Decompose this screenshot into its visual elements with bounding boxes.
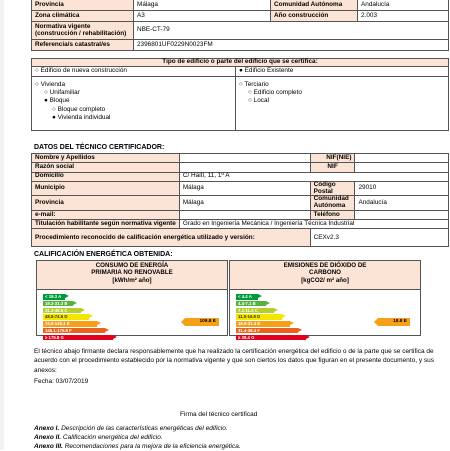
annex-2-title: Anexo II.: [34, 433, 62, 441]
signature-caption: Firma del técnico certificad: [180, 411, 258, 418]
co2-bar-e: 16.9-31.4 E: [236, 321, 290, 327]
option-local: ○ Local: [248, 97, 269, 105]
co2-emissions-header: [230, 261, 420, 290]
anio-value: 2.003: [358, 11, 449, 22]
domicilio-value: C/ Haití, 11, 1º A: [179, 172, 448, 181]
annex-3-text: Recomendaciones para la mejora de la eficiencia energética.: [62, 442, 241, 450]
option-bloque-completo: ○ Bloque completo: [52, 105, 106, 113]
procedimiento-label: Procedimiento reconocido de calificación energética utilizado y versión:: [32, 229, 311, 247]
energy-consumption-header: [37, 261, 227, 290]
option-terciario: ○ Terciario: [239, 80, 269, 88]
zona-label: Zona climática: [32, 11, 134, 22]
energy-consumption-box: [36, 260, 228, 340]
provincia-label: Provincia: [32, 0, 134, 11]
declaration-paragraph: El técnico abajo firmante declara responsablemente que ha realizado la certificación energética del edificio o de la parte que se certifica de acuerdo con el procedimiento establecido por la normativa vigente y que son ciertos los datos que figuran en el presente documento, y sus anexos:: [34, 348, 434, 374]
annex-1-title: Anexo I.: [34, 425, 60, 432]
annex-1-text: Descripción de las características energéticas del edificio.: [59, 425, 228, 432]
domicilio-label: Domicilio: [32, 172, 180, 181]
co2-bar-b: 4.4-7.1 B: [236, 301, 266, 307]
annex-2: [34, 434, 241, 443]
annex-1: [34, 425, 241, 434]
municipio-label: Municipio: [32, 181, 180, 195]
municipio-value: Málaga: [179, 181, 310, 195]
option-new-building: ○ Edificio de nueva construcción: [32, 66, 236, 76]
co2-bar-a: < 4.4 A: [236, 294, 258, 300]
co2-emissions-box: [229, 260, 421, 340]
telefono-label: Teléfono: [310, 210, 355, 219]
co2-bar-c: 7.1-11.0 C: [236, 308, 274, 314]
co2-unit: [kgCO2/ m² año]: [301, 276, 349, 284]
energy-bar-d: 48.5-74.6 D: [43, 314, 89, 320]
technician-section-title: DATOS DEL TÉCNICO CERTIFICADOR:: [34, 144, 165, 151]
page-edge: [0, 0, 4, 450]
comunidad-label: Comunidad Autónoma: [271, 0, 358, 11]
energy-bar-g: ≥ 175.8 G: [43, 335, 113, 341]
comunidad-value: Andalucía: [358, 0, 449, 11]
option-vivienda-individual: ● Vivienda individual: [52, 114, 111, 122]
zona-value: A3: [134, 11, 271, 22]
normativa-label: Normativa vigente (construcción / rehabilitación): [32, 22, 134, 40]
email-label: e-mail:: [32, 210, 180, 219]
titulacion-value: Grado en Ingeniería Mecánica / Ingeniería Técnica Industrial: [179, 220, 448, 229]
provincia-value: Málaga: [134, 0, 271, 11]
tec-comunidad-label: Comunidad Autónoma: [310, 196, 355, 210]
building-data-table: [31, 0, 449, 51]
co2-bar-f: 31.4-38.4 F: [236, 328, 298, 334]
energy-bar-a: < 19.3 A: [43, 294, 65, 300]
nombre-label: Nombre y Apellidos: [32, 154, 180, 163]
tec-provincia-value: Málaga: [179, 196, 310, 210]
option-vivienda: ○ Vivienda: [35, 80, 66, 88]
energy-scale: [43, 294, 113, 342]
energy-header-line2: PRIMARIA NO RENOVABLE: [91, 269, 173, 277]
building-type-header: Tipo de edificio o parte del edificio que se certifica:: [32, 59, 449, 67]
razon-label: Razón social: [32, 163, 180, 172]
option-existing-building: ● Edificio Existente: [236, 66, 449, 76]
building-type-table: [31, 58, 449, 131]
procedimiento-value: CEXv2.3: [310, 229, 448, 247]
co2-header-line2: CARBONO: [309, 269, 341, 277]
referencia-value: 2396801UF0229N0023FM: [134, 40, 449, 51]
co2-rating-pointer: 18.8 E: [378, 318, 410, 326]
energy-bar-e: 74.6-145.1 E: [43, 321, 97, 327]
referencia-label: Referencia/s catastral/es: [32, 40, 134, 51]
technician-table: [31, 153, 449, 247]
date-line: Fecha: 03/07/2019: [34, 378, 89, 385]
tertiary-options: [236, 76, 449, 130]
titulacion-label: Titulación habilitante según normativa vigente: [32, 220, 180, 229]
razon-value: [179, 163, 310, 172]
co2-scale: [236, 294, 306, 342]
co2-header-line1: EMISIONES DE DIÓXIDO DE: [283, 262, 367, 269]
tec-provincia-label: Provincia: [32, 196, 180, 210]
annex-3-title: Anexo III.: [34, 442, 63, 450]
option-edificio-completo: ○ Edificio completo: [248, 89, 302, 97]
cp-label: Código Postal: [310, 181, 355, 195]
annex-list: [34, 425, 241, 451]
nif-value: [355, 163, 449, 172]
nif-label: NIF: [310, 163, 355, 172]
co2-bar-d: 11.0-16.9 D: [236, 314, 282, 320]
option-bloque: ● Bloque: [44, 97, 70, 105]
nif-nie-value: [355, 154, 449, 163]
energy-header-line1: CONSUMO DE ENERGÍA: [95, 262, 169, 269]
energy-bar-c: 31.3-48.5 C: [43, 308, 81, 314]
email-value: [179, 210, 310, 219]
co2-bar-g: ≥ 38.4 G: [236, 335, 306, 341]
nif-nie-label: NIF(NIE): [310, 154, 355, 163]
option-unifamiliar: ○ Unifamiliar: [44, 89, 80, 97]
residential-options: [32, 76, 236, 130]
rating-section-title: CALIFICACIÓN ENERGÉTICA OBTENIDA:: [34, 251, 173, 258]
anio-label: Año construcción: [271, 11, 358, 22]
normativa-value: NBE-CT-79: [134, 22, 449, 40]
tec-comunidad-value: Andalucía: [355, 196, 449, 210]
energy-bar-f: 145.1-175.8 F: [43, 328, 105, 334]
energy-unit: [kWh/m² año]: [112, 276, 152, 284]
nombre-value: [179, 154, 310, 163]
energy-rating-pointer: 109.8 E: [185, 318, 219, 326]
telefono-value: [355, 210, 449, 219]
energy-bar-b: 19.3-31.3 B: [43, 301, 73, 307]
cp-value: 29010: [355, 181, 449, 195]
annex-2-text: Calificación energética del edificio.: [61, 433, 163, 441]
